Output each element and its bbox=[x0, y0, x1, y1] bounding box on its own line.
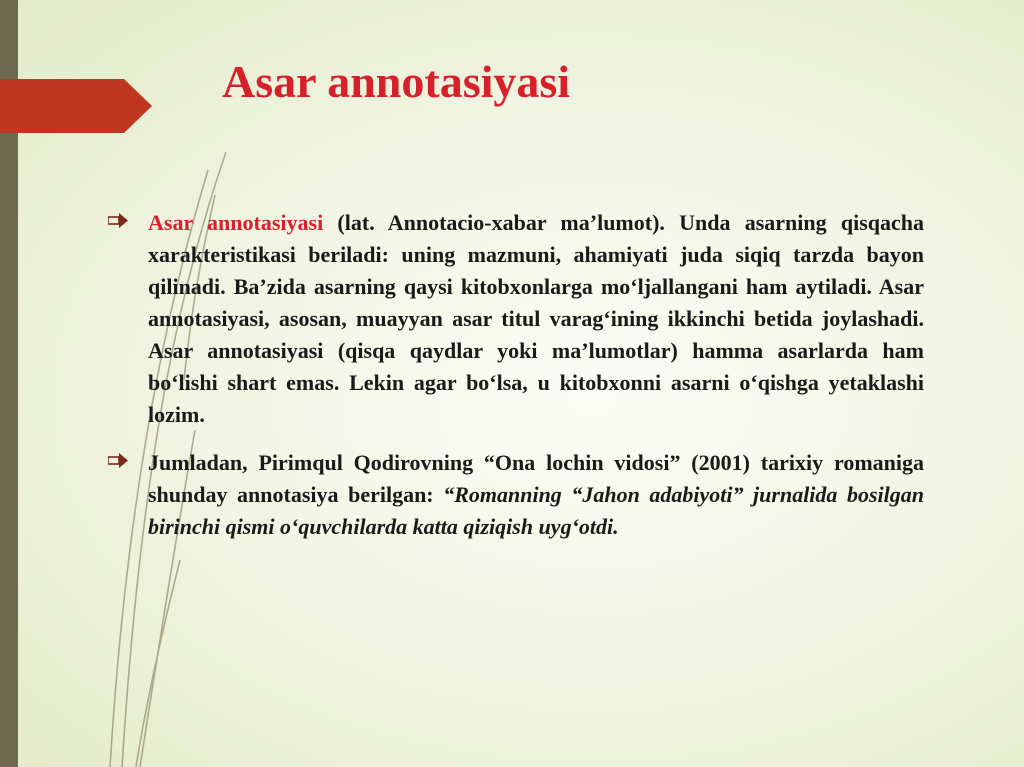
slide-content bbox=[108, 207, 924, 559]
slide-title: Asar annotasiyasi bbox=[222, 56, 571, 107]
right-arrow-icon bbox=[108, 453, 128, 468]
bullet-text bbox=[148, 447, 924, 543]
title-arrow-shape bbox=[0, 79, 152, 133]
right-arrow-icon bbox=[108, 213, 128, 228]
italic-quote: “Romanning “Jahon adabiyoti” jurnalida bosilgan birinchi qismi o‘quvchilarda katta qiziqish uyg‘otdi. bbox=[148, 482, 924, 539]
bullet-body-text: Jumladan, Pirimqul Qodirovning “Ona lochin vidosi” (2001) tarixiy romaniga shunday annotasiya berilgan: bbox=[148, 450, 924, 507]
bullet-body-text: (lat. Annotacio-xabar ma’lumot). Unda asarning qisqacha xarakteristikasi beriladi: uning mazmuni, ahamiyati juda siqiq tarzda bayon qilinadi. Ba’zida asarning qaysi kitobxonlarga mo‘ljallangani ham aytiladi. Asar annotasiyasi, asosan, muayyan asar titul varag‘ining ikkinchi betida joylashadi. Asar annotasiyasi (qisqa qaydlar yoki ma’lumotlar) hamma asarlarda ham bo‘lishi shart emas. Lekin agar bo‘lsa, u kitobxonni asarni o‘qishga yetaklashi lozim. bbox=[148, 210, 925, 427]
bullet-item bbox=[108, 447, 924, 543]
bullet-item bbox=[108, 207, 924, 431]
bullet-text bbox=[148, 207, 924, 431]
highlighted-term: Asar annotasiyasi bbox=[148, 210, 324, 235]
